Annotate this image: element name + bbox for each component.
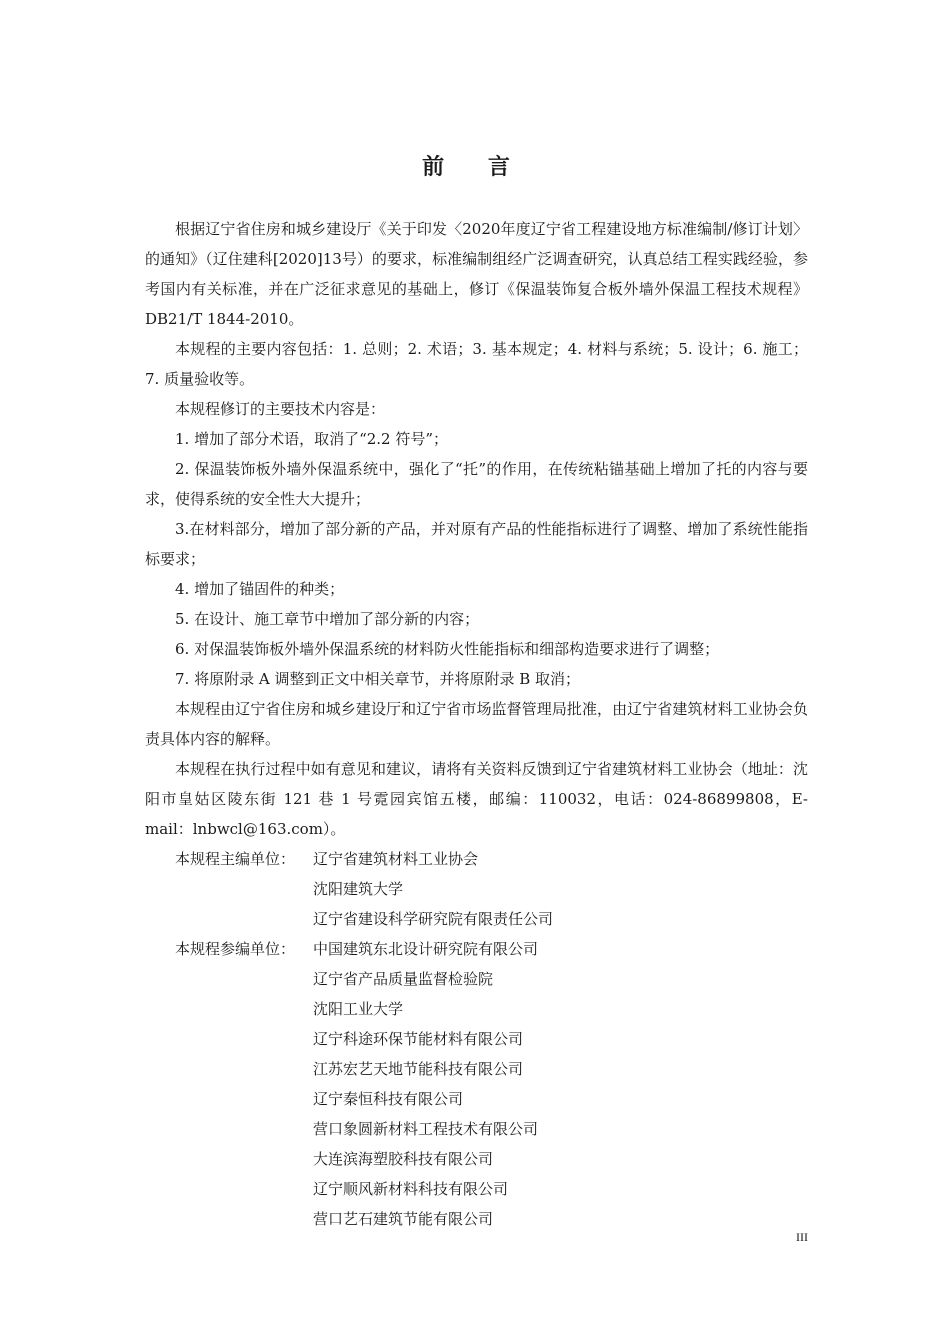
unit-row xyxy=(145,934,808,964)
unit-row xyxy=(145,994,808,1024)
unit-row xyxy=(145,1084,808,1114)
revision-item-7: 7. 将原附录 A 调整到正文中相关章节，并将原附录 B 取消； xyxy=(175,670,581,688)
unit-row xyxy=(145,1054,808,1084)
unit-row xyxy=(145,874,808,904)
chief-editor-unit: 辽宁省建筑材料工业协会 xyxy=(313,850,479,868)
unit-row xyxy=(145,904,808,934)
co-editor-label: 本规程参编单位： xyxy=(175,940,296,958)
revision-item-4: 4. 增加了锚固件的种类； xyxy=(175,580,345,598)
revision-item-3: 3.在材料部分，增加了部分新的产品，并对原有产品的性能指标进行了调整、增加了系统性能指标要求； xyxy=(145,520,808,568)
document-body xyxy=(145,214,808,1234)
co-editor-unit: 辽宁顺风新材料科技有限公司 xyxy=(313,1180,509,1198)
co-editor-unit: 中国建筑东北设计研究院有限公司 xyxy=(313,940,539,958)
unit-row xyxy=(145,964,808,994)
paragraph-revision-heading: 本规程修订的主要技术内容是： xyxy=(175,400,386,418)
revision-item-6: 6. 对保温装饰板外墙外保温系统的材料防火性能指标和细部构造要求进行了调整； xyxy=(175,640,720,658)
unit-row xyxy=(145,1204,808,1234)
paragraph-contents: 本规程的主要内容包括：1. 总则；2. 术语；3. 基本规定；4. 材料与系统；5. 设计；6. 施工；7. 质量验收等。 xyxy=(145,340,808,388)
page-title: 前 言 xyxy=(422,155,528,180)
co-editor-units xyxy=(145,934,808,1234)
revision-item-2: 2. 保温装饰板外墙外保温系统中，强化了“托”的作用，在传统粘锚基础上增加了托的内容与要求，使得系统的安全性大大提升； xyxy=(145,460,808,508)
co-editor-unit: 营口象圆新材料工程技术有限公司 xyxy=(313,1120,539,1138)
co-editor-unit: 辽宁省产品质量监督检验院 xyxy=(313,970,494,988)
co-editor-unit: 江苏宏艺天地节能科技有限公司 xyxy=(313,1060,524,1078)
unit-row xyxy=(145,1024,808,1054)
revision-item-5: 5. 在设计、施工章节中增加了部分新的内容； xyxy=(175,610,480,628)
unit-row xyxy=(145,1144,808,1174)
unit-row xyxy=(145,1174,808,1204)
unit-row xyxy=(145,1114,808,1144)
co-editor-unit: 辽宁科途环保节能材料有限公司 xyxy=(313,1030,524,1048)
co-editor-unit: 营口艺石建筑节能有限公司 xyxy=(313,1210,494,1228)
co-editor-unit: 大连滨海塑胶科技有限公司 xyxy=(313,1150,494,1168)
unit-row xyxy=(145,844,808,874)
revision-item-1: 1. 增加了部分术语，取消了“2.2 符号”； xyxy=(175,430,449,448)
paragraph-intro: 根据辽宁省住房和城乡建设厅《关于印发〈2020年度辽宁省工程建设地方标准编制/修订计划〉的通知》（辽住建科[2020]13号）的要求，标准编制组经广泛调查研究，认真总结工程实践经验，参考国内有关标准，并在广泛征求意见的基础上，修订《保温装饰复合板外墙外保温工程技术规程》DB21/T 1844-2010。 xyxy=(145,220,808,328)
page-number: III xyxy=(796,1230,808,1244)
chief-editor-units xyxy=(145,844,808,934)
chief-editor-unit: 沈阳建筑大学 xyxy=(313,880,404,898)
co-editor-unit: 沈阳工业大学 xyxy=(313,1000,404,1018)
paragraph-approval: 本规程由辽宁省住房和城乡建设厅和辽宁省市场监督管理局批准，由辽宁省建筑材料工业协会负责具体内容的解释。 xyxy=(145,700,808,748)
paragraph-feedback: 本规程在执行过程中如有意见和建议，请将有关资料反馈到辽宁省建筑材料工业协会（地址：沈阳市皇姑区陵东街 121 巷 1 号霓园宾馆五楼，邮编：110032，电话：024-86899808，E-mail：lnbwcl@163.com）。 xyxy=(145,760,808,838)
chief-editor-label: 本规程主编单位： xyxy=(175,850,296,868)
chief-editor-unit: 辽宁省建设科学研究院有限责任公司 xyxy=(313,910,554,928)
co-editor-unit: 辽宁秦恒科技有限公司 xyxy=(313,1090,464,1108)
